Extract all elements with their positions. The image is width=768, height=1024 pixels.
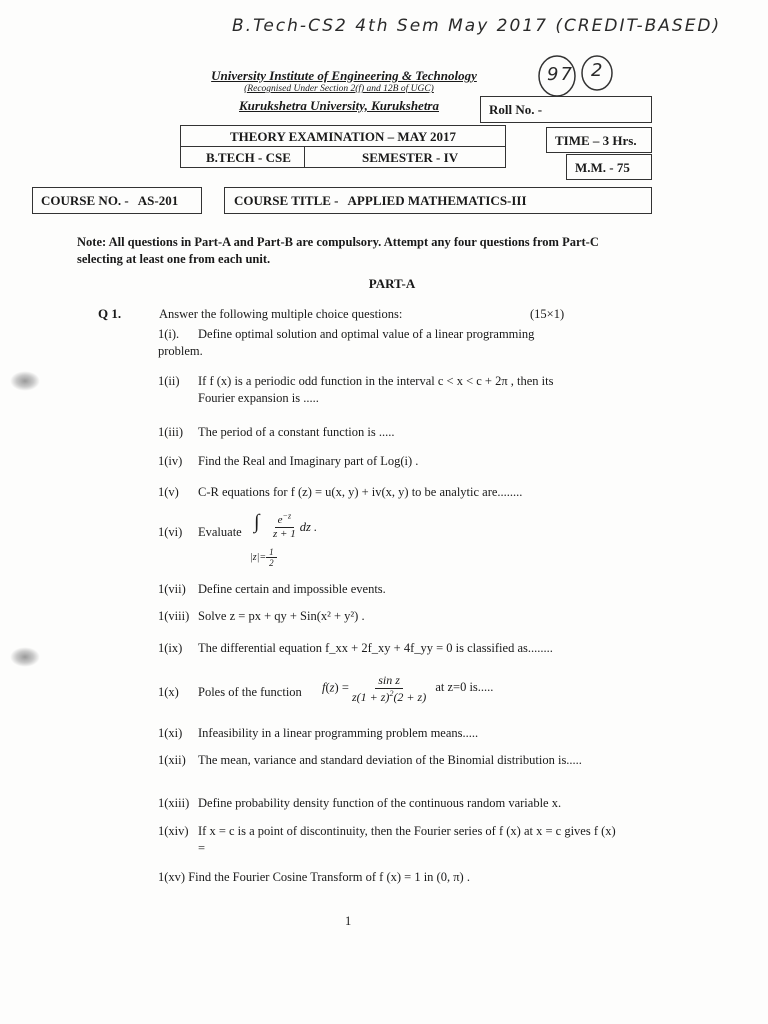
question-number: 1(x) — [158, 685, 179, 699]
handwritten-header-note: B.Tech-CS2 4th Sem May 2017 (CREDIT-BASED) — [232, 16, 722, 36]
question-item — [158, 453, 418, 470]
question-number: 1(v) — [158, 485, 179, 499]
q1-instruction: Answer the following multiple choice questions: — [159, 307, 403, 321]
roll-no-label: Roll No. - — [489, 102, 543, 117]
question-text: Solve z = px + qy + Sin(x² + y²) . — [198, 609, 365, 623]
question-text: Poles of the function — [198, 685, 302, 699]
max-marks-label: M.M. - 75 — [575, 160, 630, 175]
question-item — [158, 640, 553, 657]
question-item — [158, 869, 470, 886]
exam-note: Note: All questions in Part-A and Part-B are compulsory. Attempt any four questions from Part-C selecting at least one from each unit. — [77, 235, 599, 266]
question-item — [158, 823, 623, 857]
integral-limit: |z|= $\frac{1}{2}$ — [250, 547, 277, 568]
time-box — [546, 127, 652, 153]
question-number: 1(ii) — [158, 374, 180, 388]
university-location: Kurukshetra University, Kurukshetra — [239, 98, 439, 113]
question-text: Find the Fourier Cosine Transform of f (x) = 1 in (0, π) . — [188, 870, 470, 884]
course-no-label: COURSE NO. - AS-201 — [41, 193, 179, 208]
roll-no-box — [480, 96, 652, 123]
question-number: 1(xii) — [158, 753, 186, 767]
exam-info-divider — [180, 146, 506, 147]
question-text: C-R equations for f (z) = u(x, y) + iv(x, y) to be analytic are........ — [198, 485, 523, 499]
q1-marks: (15×1) — [530, 307, 565, 321]
programme: B.TECH - CSE — [206, 150, 291, 165]
question-item — [158, 524, 242, 541]
question-number: 1(xi) — [158, 726, 183, 740]
question-number: 1(viii) — [158, 609, 190, 623]
question-number: 1(vii) — [158, 582, 186, 596]
question-item — [158, 725, 478, 742]
question-text: Evaluate — [198, 525, 242, 539]
course-title-label: COURSE TITLE - APPLIED MATHEMATICS-III — [234, 193, 527, 208]
question-item — [158, 326, 578, 360]
question-item — [158, 795, 561, 812]
handwritten-mark-1: 97 — [547, 64, 574, 85]
question-item — [158, 424, 394, 441]
question-text: Infeasibility in a linear programming problem means..... — [198, 726, 479, 740]
question-number: 1(ix) — [158, 641, 183, 655]
exam-info-column-divider — [304, 146, 305, 168]
course-title-box — [224, 187, 652, 214]
university-name: University Institute of Engineering & Technology — [211, 68, 477, 83]
scan-smudge — [10, 371, 40, 391]
question-item — [158, 484, 522, 501]
integral-sign: ∫ — [254, 511, 260, 533]
page-number: 1 — [345, 914, 352, 928]
question-text: If f (x) is a periodic odd function in the interval c < x < c + 2π , then its Fourier expansion is ..... — [198, 374, 554, 405]
university-recognition: (Recognised Under Section 2(f) and 12B of UGC) — [244, 84, 434, 94]
max-marks-box — [566, 154, 652, 180]
question-text: Define probability density function of the continuous random variable x. — [198, 796, 562, 810]
question-number: 1(i). — [158, 327, 180, 341]
q1-label: Q 1. — [98, 306, 122, 321]
semester: SEMESTER - IV — [362, 150, 459, 165]
question-text: Define certain and impossible events. — [198, 582, 386, 596]
question-number: 1(iii) — [158, 425, 183, 439]
question-item — [158, 684, 302, 701]
question-item — [158, 373, 588, 407]
question-text: The differential equation f_xx + 2f_xy + 4f_yy = 0 is classified as........ — [198, 641, 553, 655]
question-text: If x = c is a point of discontinuity, then the Fourier series of f (x) at x = c gives f (x) = — [198, 824, 616, 855]
integrand: $\frac{e^{-z}}{z + 1}$ dz . — [273, 511, 318, 540]
poles-function: f(z) = $\frac{\text{sin z}}{z(1 + z)^2(2 + z)}$ at z=0 is..... — [322, 673, 494, 704]
handwritten-mark-2: 2 — [591, 60, 605, 81]
question-text: Define optimal solution and optimal value of a linear programming problem. — [158, 327, 535, 358]
scan-smudge — [10, 647, 40, 667]
question-text: Find the Real and Imaginary part of Log(i) . — [198, 454, 419, 468]
question-number: 1(xv) — [158, 870, 186, 884]
time-label: TIME – 3 Hrs. — [555, 133, 637, 148]
question-item — [158, 608, 365, 625]
part-a-heading: PART-A — [368, 276, 416, 291]
course-no-box — [32, 187, 202, 214]
question-number: 1(xiv) — [158, 824, 189, 838]
question-number: 1(vi) — [158, 525, 183, 539]
exam-title: THEORY EXAMINATION – MAY 2017 — [229, 129, 457, 144]
question-item — [158, 752, 598, 769]
question-number: 1(xiii) — [158, 796, 190, 810]
question-number: 1(iv) — [158, 454, 183, 468]
question-item — [158, 581, 386, 598]
question-text: The period of a constant function is ..... — [198, 425, 395, 439]
question-text: The mean, variance and standard deviation of the Binomial distribution is..... — [198, 753, 582, 767]
